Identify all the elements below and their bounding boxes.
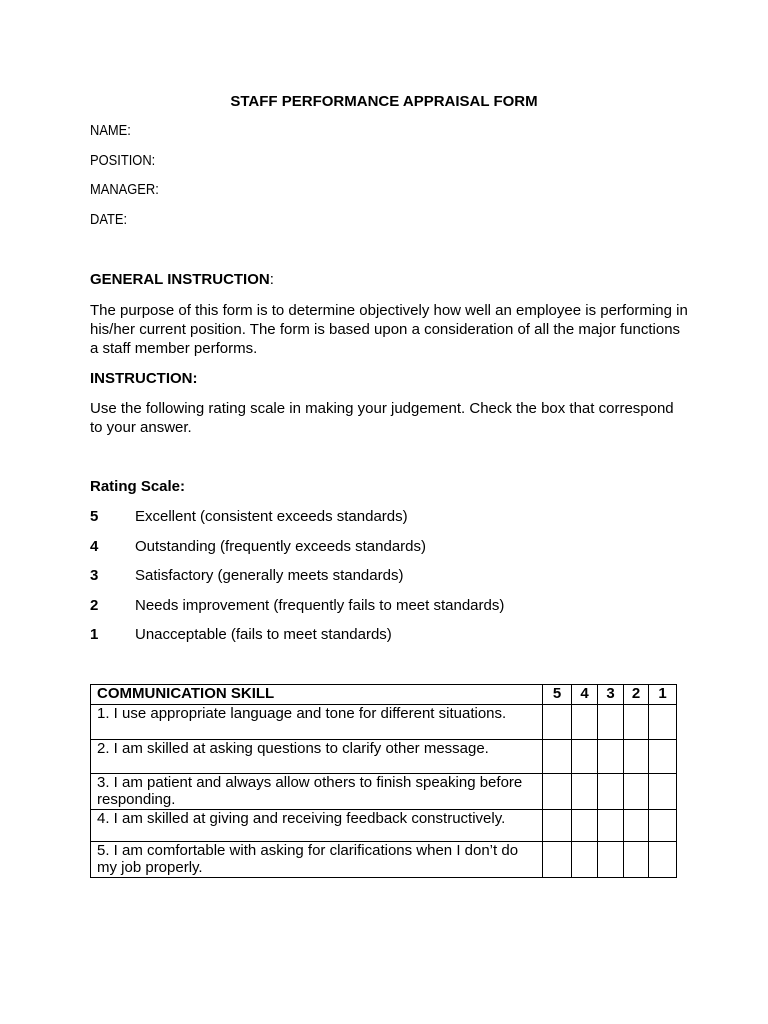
table-row — [91, 740, 677, 774]
rating-checkbox-1[interactable] — [649, 842, 677, 878]
rating-checkbox-2[interactable] — [624, 740, 649, 774]
rating-checkbox-4[interactable] — [572, 740, 598, 774]
rating-checkbox-1[interactable] — [649, 774, 677, 810]
rating-scale-number: 5 — [90, 508, 99, 525]
rating-checkbox-4[interactable] — [572, 810, 598, 842]
general-instruction-heading-text: GENERAL INSTRUCTION — [90, 271, 270, 288]
rating-checkbox-1[interactable] — [649, 740, 677, 774]
communication-skill-table — [90, 684, 677, 878]
skill-statement: 1. I use appropriate language and tone for different situations. — [91, 705, 543, 740]
rating-checkbox-3[interactable] — [598, 705, 624, 740]
instruction-heading: INSTRUCTION: — [90, 370, 198, 387]
rating-checkbox-4[interactable] — [572, 842, 598, 878]
rating-checkbox-5[interactable] — [543, 740, 572, 774]
name-field-label: NAME: — [90, 122, 131, 139]
rating-checkbox-4[interactable] — [572, 774, 598, 810]
skill-statement: 4. I am skilled at giving and receiving feedback constructively. — [91, 810, 543, 842]
rating-header-4: 4 — [572, 685, 598, 705]
table-header-row — [91, 685, 677, 705]
rating-scale-description: Unacceptable (fails to meet standards) — [135, 626, 392, 643]
rating-scale-description: Excellent (consistent exceeds standards) — [135, 508, 408, 525]
general-instruction-colon: : — [269, 271, 274, 288]
instruction-text: Use the following rating scale in making your judgement. Check the box that correspond to your answer. — [90, 400, 674, 436]
rating-checkbox-3[interactable] — [598, 810, 624, 842]
form-title: STAFF PERFORMANCE APPRAISAL FORM — [230, 93, 538, 110]
rating-checkbox-5[interactable] — [543, 810, 572, 842]
rating-checkbox-5[interactable] — [543, 842, 572, 878]
date-field-label: DATE: — [90, 211, 128, 228]
rating-header-1: 1 — [649, 685, 677, 705]
skill-statement: 5. I am comfortable with asking for clarifications when I don’t do my job properly. — [91, 842, 543, 878]
position-field-label: POSITION: — [90, 152, 156, 169]
rating-header-2: 2 — [624, 685, 649, 705]
rating-scale-number: 1 — [90, 626, 99, 643]
rating-checkbox-2[interactable] — [624, 842, 649, 878]
rating-checkbox-3[interactable] — [598, 842, 624, 878]
rating-checkbox-3[interactable] — [598, 740, 624, 774]
rating-checkbox-2[interactable] — [624, 810, 649, 842]
rating-checkbox-2[interactable] — [624, 705, 649, 740]
table-row — [91, 810, 677, 842]
table-row — [91, 705, 677, 740]
rating-scale-heading: Rating Scale: — [90, 478, 186, 495]
rating-scale-number: 4 — [90, 538, 99, 555]
rating-checkbox-5[interactable] — [543, 774, 572, 810]
general-instruction-heading — [90, 271, 274, 288]
table-row — [91, 842, 677, 878]
rating-header-5: 5 — [543, 685, 572, 705]
rating-scale-number: 2 — [90, 597, 99, 614]
table-row — [91, 774, 677, 810]
rating-checkbox-1[interactable] — [649, 705, 677, 740]
rating-checkbox-4[interactable] — [572, 705, 598, 740]
rating-scale-description: Needs improvement (frequently fails to meet standards) — [135, 597, 505, 614]
rating-checkbox-2[interactable] — [624, 774, 649, 810]
rating-scale-description: Outstanding (frequently exceeds standards) — [135, 538, 426, 555]
rating-checkbox-1[interactable] — [649, 810, 677, 842]
rating-scale-description: Satisfactory (generally meets standards) — [135, 567, 404, 584]
general-instruction-text: The purpose of this form is to determine objectively how well an employee is performing in his/her current position. The form is based upon a consideration of all the major functions a staff member performs. — [90, 302, 688, 357]
rating-header-3: 3 — [598, 685, 624, 705]
rating-checkbox-5[interactable] — [543, 705, 572, 740]
rating-scale-number: 3 — [90, 567, 99, 584]
manager-field-label: MANAGER: — [90, 181, 159, 198]
skill-statement: 2. I am skilled at asking questions to clarify other message. — [91, 740, 543, 774]
rating-checkbox-3[interactable] — [598, 774, 624, 810]
communication-skill-header: COMMUNICATION SKILL — [91, 685, 543, 705]
skill-statement: 3. I am patient and always allow others to finish speaking before responding. — [91, 774, 543, 810]
